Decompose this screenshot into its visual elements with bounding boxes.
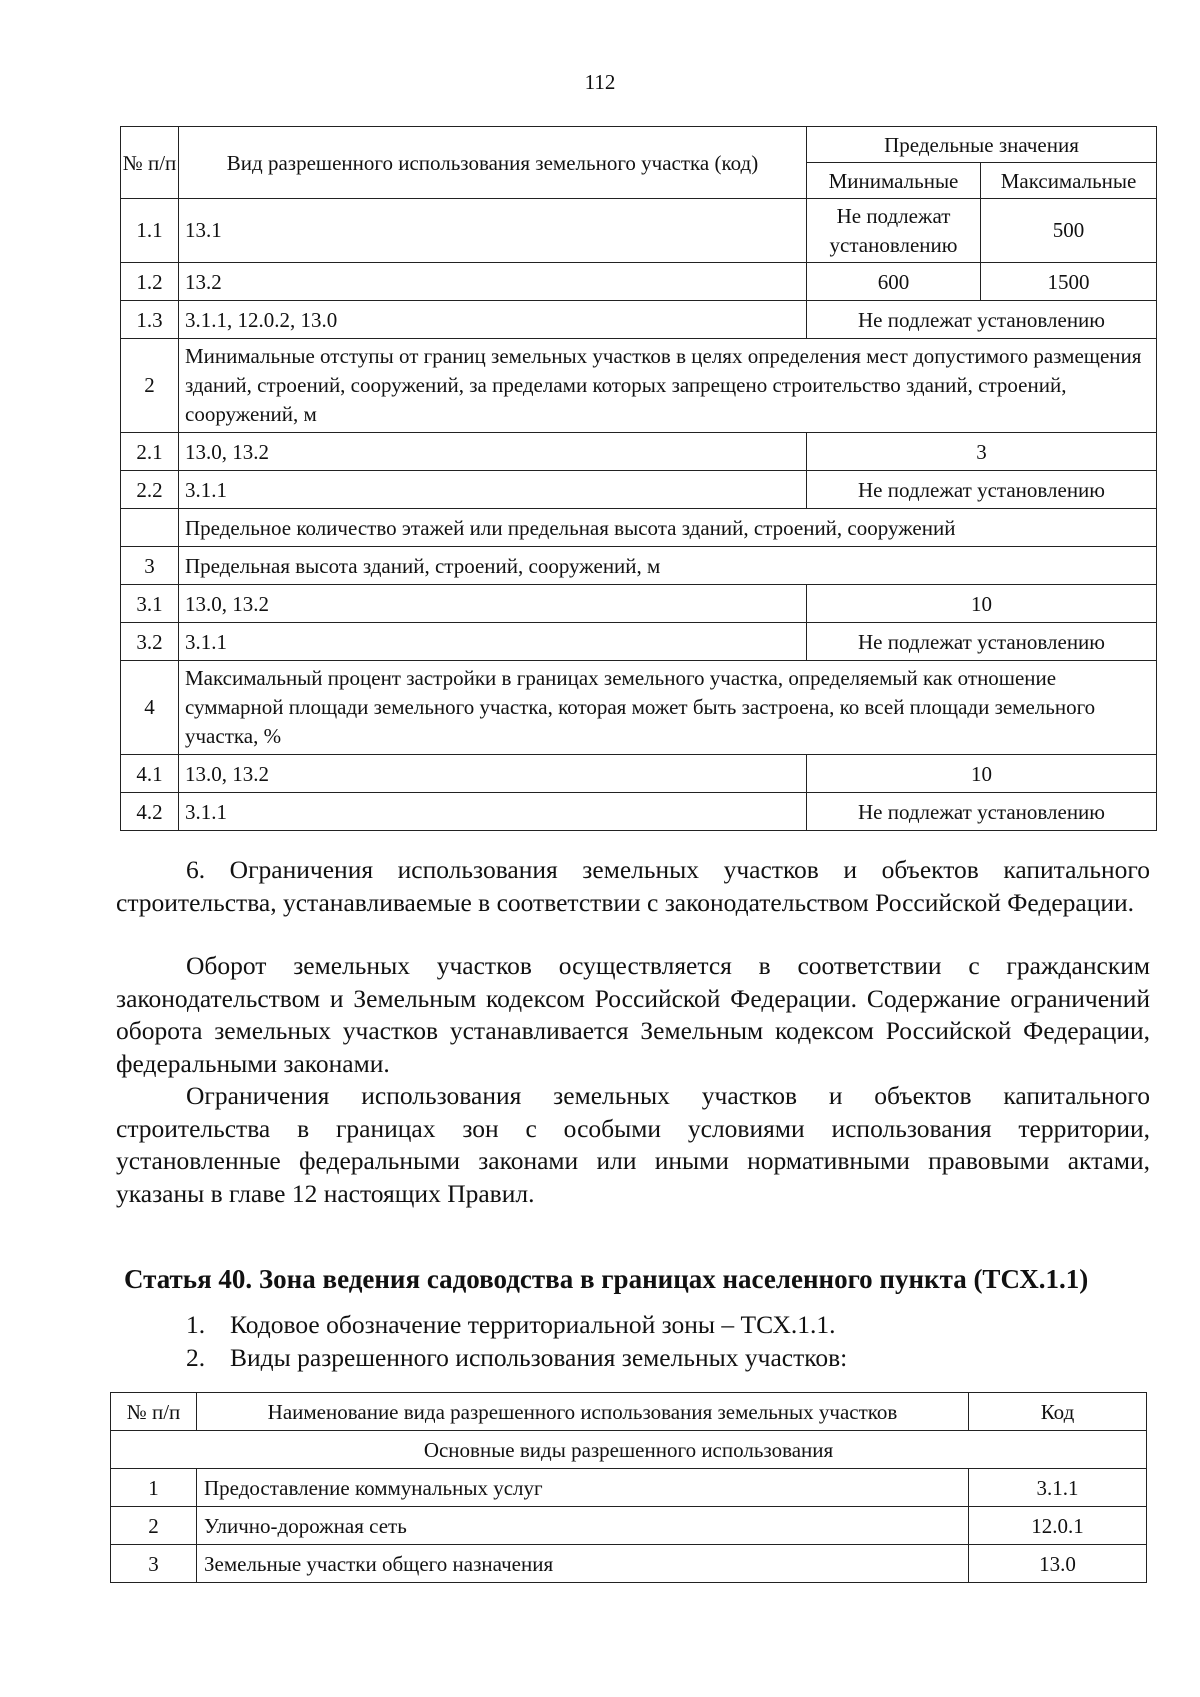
table-row: 2 Улично-дорожная сеть 12.0.1 [111, 1507, 1147, 1545]
table-row: 2.2 3.1.1 Не подлежат установлению [121, 471, 1157, 509]
permitted-uses-table [110, 1392, 1147, 1583]
table-row: 3 Земельные участки общего назначения 13.0 [111, 1545, 1147, 1583]
table-row: 2 Минимальные отступы от границ земельных участков в целях определения мест допустимого размещения зданий, строений, сооружений, за пределами которых запрещено строительство зданий, строений, сооружений, м [121, 339, 1157, 433]
paragraph-2: Оборот земельных участков осуществляется в соответствии с гражданским законодательством и Земельным кодексом Российской Федерации. Содержание ограничений оборота земельных участков устанавливается Земельным кодексом Российской Федерации, федеральными законами. [116, 951, 1150, 1078]
paragraph-3: Ограничения использования земельных участков и объектов капитального строительства в границах зон с особыми условиями использования территории, установленные федеральными законами или иными нормативными правовыми актами, указаны в главе 12 настоящих Правил. [116, 1081, 1150, 1208]
paragraph-1: 6. Ограничения использования земельных участков и объектов капитального строительства, устанавливаемые в соответствии с законодательством Российской Федерации. [116, 855, 1150, 917]
table-row: 2.1 13.0, 13.2 3 [121, 433, 1157, 471]
header-num: № п/п [121, 127, 179, 199]
section-header: Основные виды разрешенного использования [111, 1431, 1147, 1469]
limits-table [120, 126, 1157, 831]
header-kind: Вид разрешенного использования земельного участка (код) [179, 127, 807, 199]
table-row: 4 Максимальный процент застройки в границах земельного участка, определяемый как отношение суммарной площади земельного участка, которая может быть застроена, ко всей площади земельного участка, % [121, 661, 1157, 755]
page-number: 112 [584, 70, 616, 94]
table-row: 4.2 3.1.1 Не подлежат установлению [121, 793, 1157, 831]
header-limits: Предельные значения [807, 127, 1157, 163]
table-row: 3 Предельная высота зданий, строений, сооружений, м [121, 547, 1157, 585]
list-item: 2. Виды разрешенного использования земельных участков: [186, 1343, 848, 1372]
table-row: 1 Предоставление коммунальных услуг 3.1.1 [111, 1469, 1147, 1507]
table-row: 1.3 3.1.1, 12.0.2, 13.0 Не подлежат установлению [121, 301, 1157, 339]
article-heading: Статья 40. Зона ведения садоводства в границах населенного пункта (ТСХ.1.1) [124, 1264, 1089, 1294]
header-min: Минимальные [807, 163, 981, 199]
list-item: 1. Кодовое обозначение территориальной зоны – ТСХ.1.1. [186, 1310, 836, 1339]
table-row: Предельное количество этажей или предельная высота зданий, строений, сооружений [121, 509, 1157, 547]
table-row: 1.2 13.2 600 1500 [121, 263, 1157, 301]
table-row: 3.2 3.1.1 Не подлежат установлению [121, 623, 1157, 661]
header-num: № п/п [111, 1393, 197, 1431]
header-code: Код [969, 1393, 1147, 1431]
header-max: Максимальные [981, 163, 1157, 199]
header-name: Наименование вида разрешенного использования земельных участков [197, 1393, 969, 1431]
table-row: 4.1 13.0, 13.2 10 [121, 755, 1157, 793]
table-row: 3.1 13.0, 13.2 10 [121, 585, 1157, 623]
table-row: 1.1 13.1 Не подлежат установлению 500 [121, 199, 1157, 263]
